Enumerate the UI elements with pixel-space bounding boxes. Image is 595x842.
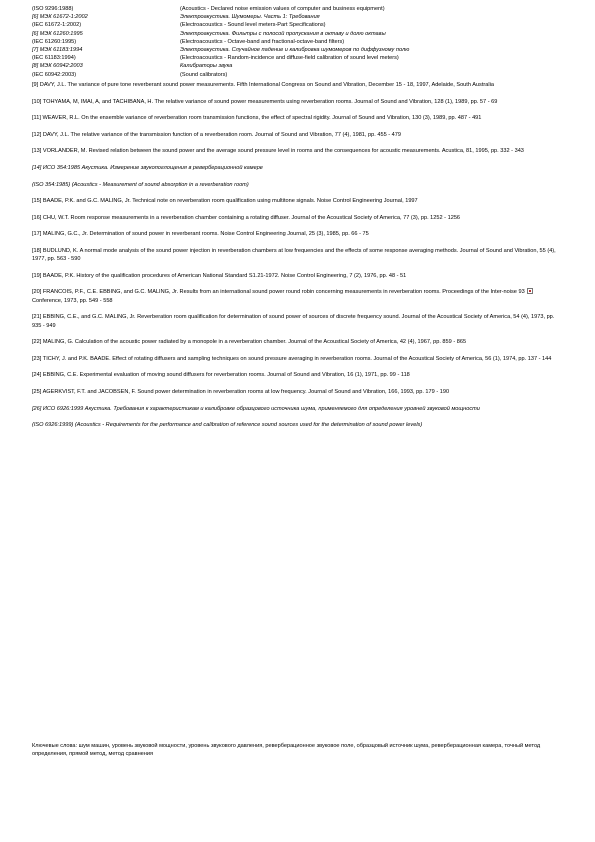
standard-title: (Sound calibrators) <box>180 71 228 78</box>
standard-code: (ISO 9296:1988) <box>32 6 74 12</box>
standards-row <box>32 38 562 46</box>
standard-code: [7] МЭК 61183:1994 <box>32 47 83 54</box>
reference-item: [25] AGERKVIST, F.T. and JACOBSEN, F. Sound power determination in reverberation rooms at low frequency. Journal of Sound and Vibration, 166, 1993, pp. 179 - 190 <box>32 388 450 395</box>
standard-code: (IEC 61260:1995) <box>32 38 77 45</box>
reference-item: [10] TOHYAMA, M, IMAI, A, and TACHIBANA, H. The relative variance of sound power measurements using reverberation rooms. Journal of Sound and Vibration, 128 (1), 1989, pp. 57 - 69 <box>32 98 498 105</box>
standard-code: (IEC 61183:1994) <box>32 55 76 62</box>
reference-item: (ISO 6926:1999) (Acoustics - Requirements for the performance and calibration of reference sound sources used for the determination of sound power levels) <box>32 422 423 429</box>
standard-code: [8] МЭК 60942:2003 <box>32 63 83 70</box>
standard-title: Электроакустика. Шумомеры. Часть 1: Требования <box>180 14 320 21</box>
reference-item: [17] MALING, G.C., Jr. Determination of sound power in reverberant rooms. Noise Control Engineering Journal, 25 (3), 1985, pp. 66 - 75 <box>32 231 369 238</box>
standard-title: (Electroacoustics - Sound level meters-Part Specifications) <box>180 22 326 29</box>
standards-table <box>32 5 562 79</box>
reference-text: [20] FRANCOIS, P.F., C.E. EBBING, and G.C. MALING, Jr. Results from an international sound power round robin concerning measurements in reverberation rooms. Proceedings of the Inter-noise 93 <box>32 289 525 296</box>
reference-item <box>32 288 560 305</box>
standards-row <box>32 62 562 70</box>
standard-code: (IEC 61672-1:2002) <box>32 22 82 29</box>
reference-item: [15] BAADE, P.K. and G.C. MALING, Jr. Technical note on reverberation room qualification using multitone signals. Noise Control Engineering Journal, 1997 <box>32 198 418 205</box>
reference-item: [13] VORLANDER, M. Revised relation between the sound power and the average sound pressure level in rooms and the consequences for acoustic measurements. Acustica, 81, 1995, pp. 332 - 343 <box>32 148 524 155</box>
reference-item: [11] WEAVER, R.L. On the ensemble variance of reverberation room transmission functions, the effect of spectral rigidity. Journal of Sound and Vibration, 130 (3), 1989, pp. 487 - 491 <box>32 115 482 122</box>
standards-row <box>32 5 562 13</box>
broken-image-icon <box>527 288 533 294</box>
reference-item: [12] DAVY, J.L. The relative variance of the transmission function of a reverberation room. Journal of Sound and Vibration, 77 (4), 1981, pp. 455 - 479 <box>32 131 401 138</box>
standard-code: (IEC 60942:2003) <box>32 71 77 78</box>
standard-title: Электроакустика. Фильтры с полосой пропускания в октаву и долю октавы <box>180 30 386 37</box>
standards-row <box>32 21 562 29</box>
reference-item: [23] TICHY, J. and P.K. BAADE. Effect of rotating diffusers and sampling techniques on sound pressure averaging in reverberation rooms. Journal of the Acoustical Society of America, 56 (1), 1974, pp. 137 - 144 <box>32 355 552 362</box>
standard-code: [6] МЭК 61672-1:2002 <box>32 14 88 21</box>
reference-item: [26] ИСО 6926:1999 Акустика. Требования к характеристикам и калибровке образцового источника шума, применяемого для определения уровней звуковой мощности <box>32 405 480 412</box>
standards-row <box>32 54 562 62</box>
reference-item: [22] MALING, G. Calculation of the acoustic power radiated by a monopole in a reverberation chamber. Journal of the Acoustical Society of America, 42 (4), 1967, pp. 859 - 865 <box>32 339 467 346</box>
reference-item: [19] BAADE, P.K. History of the qualification procedures of American National Standard S1.21-1972. Noise Control Engineering, 7 (2), 1976, pp. 48 - 51 <box>32 272 407 279</box>
standard-title: (Electroacoustics - Random-incidence and diffuse-field calibration of sound level meters) <box>180 55 399 62</box>
reference-list <box>32 81 560 429</box>
standard-title: Калибраторы звука <box>180 63 233 70</box>
standards-row <box>32 13 562 21</box>
standards-row <box>32 46 562 54</box>
standards-row <box>32 71 562 79</box>
reference-item: [9] DAVY, J.L. The variance of pure tone reverberant sound power measurements. Fifth International Congress on Sound and Vibration, December 15 - 18, 1997, Adelaide, South Australia <box>32 82 494 88</box>
keywords: Ключевые слова: шум машин, уровень звуковой мощности, уровень звукового давления, реверберационное звуковое поле, образцовый источник шума, реверберационная камера, точный метод определения, прямой метод, метод сравнения <box>32 743 541 758</box>
standard-title: (Acoustics - Declared noise emission values of computer and business equipment) <box>180 6 385 12</box>
reference-text: Conference, 1973, pp. 549 - 558 <box>32 297 113 304</box>
reference-item: [14] ИСО 354:1985 Акустика. Измерение звукопоглощения в реверберационной камере <box>32 164 263 171</box>
reference-item: (ISO 354:1985) (Acoustics - Measurement of sound absorption in a reverberation room) <box>32 181 249 188</box>
reference-item: [18] BUDLUND, K. A normal mode analysis of the sound power injection in reverberation chambers at low frequencies and the effects of some response averaging methods. Journal of Sound and Vibration, 55 (4), 1977, pp. 563 - 590 <box>32 247 556 263</box>
standard-title: (Electroacoustics - Octave-band and fractional-octave-band filters) <box>180 38 345 45</box>
reference-item: [16] CHU, W.T. Room response measurements in a reverberation chamber containing a rotating diffuser. Journal of the Acoustical Society of America, 77 (3), pp. 1252 - 1256 <box>32 214 461 221</box>
standards-row <box>32 30 562 38</box>
standard-title: Электроакустика. Случайное падение и калибровка шумомеров по диффузному полю <box>180 47 410 54</box>
reference-item: [21] EBBING, C.E., and G.C. MALING, Jr. Reverberation room qualification for determination of sound power of sources of discrete frequency sound. Journal of the Acoustical Society of America, 54 (4), 1973, pp. 935 - 949 <box>32 314 555 329</box>
standard-code: [6] МЭК 61260:1995 <box>32 30 83 37</box>
reference-item: [24] EBBING, C.E. Experimental evaluation of moving sound diffusers for reverberation rooms. Journal of Sound and Vibration, 16 (1), 1971, pp. 99 - 118 <box>32 372 410 379</box>
